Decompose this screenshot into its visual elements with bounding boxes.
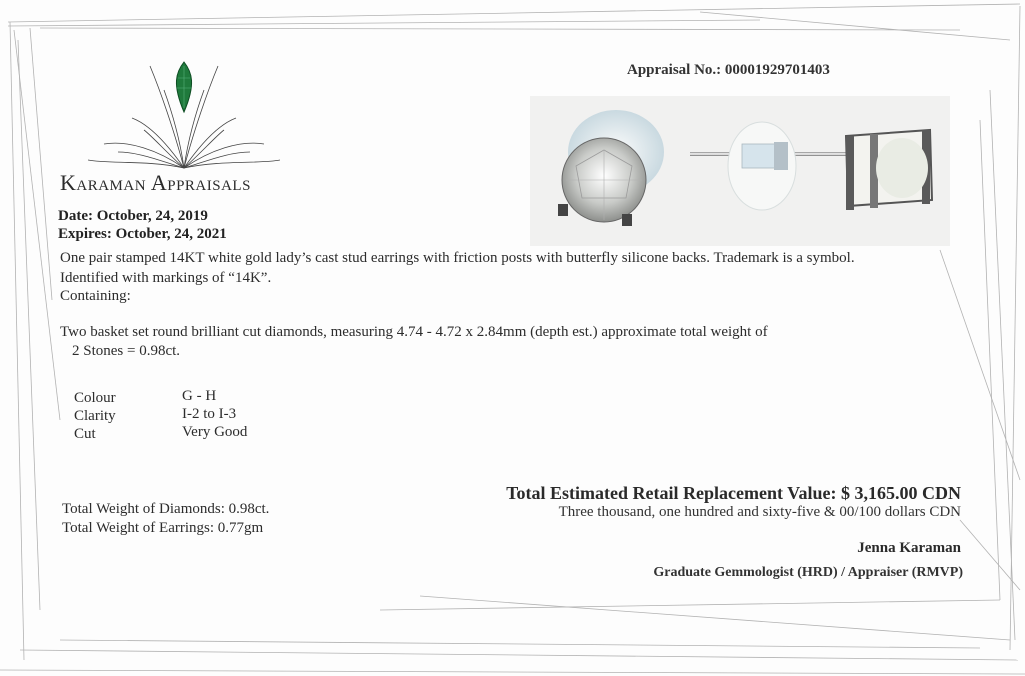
total-value-in-words: Three thousand, one hundred and sixty-five & 00/100 dollars CDN [558,504,961,520]
spec-label-colour: Colour [74,390,116,406]
description-line: One pair stamped 14KT white gold lady’s cast stud earrings with friction posts with butterfly silicone backs. Trademark is a symbol. [60,250,855,266]
description-line: Identified with markings of “14K”. [60,270,272,286]
spec-value-clarity: I-2 to I-3 [182,406,237,422]
description-line: Containing: [60,288,131,304]
karaman-logo-emblem [88,60,280,172]
brand-name: Karaman Appraisals [60,170,251,195]
total-weight-diamonds: Total Weight of Diamonds: 0.98ct. [62,501,270,517]
total-replacement-value: Total Estimated Retail Replacement Value: $ 3,165.00 CDN [506,483,961,503]
appraisal-date: Date: October, 24, 2019 [58,208,208,224]
appraisal-number: Appraisal No.: 00001929701403 [627,62,830,78]
total-weight-earrings: Total Weight of Earrings: 0.77gm [62,520,264,536]
appraiser-title: Graduate Gemmologist (HRD) / Appraiser (RMVP) [653,565,963,580]
spec-label-cut: Cut [74,426,96,442]
appraiser-name: Jenna Karaman [857,540,961,556]
spec-value-colour: G - H [182,388,217,404]
earrings-photo [530,96,950,246]
expiry-date: Expires: October, 24, 2021 [58,226,227,242]
stones-description-line: 2 Stones = 0.98ct. [72,343,181,359]
spec-label-clarity: Clarity [74,408,116,424]
stones-description-line: Two basket set round brilliant cut diamonds, measuring 4.74 - 4.72 x 2.84mm (depth est.) approximate total weight of [60,324,768,340]
spec-value-cut: Very Good [182,424,248,440]
